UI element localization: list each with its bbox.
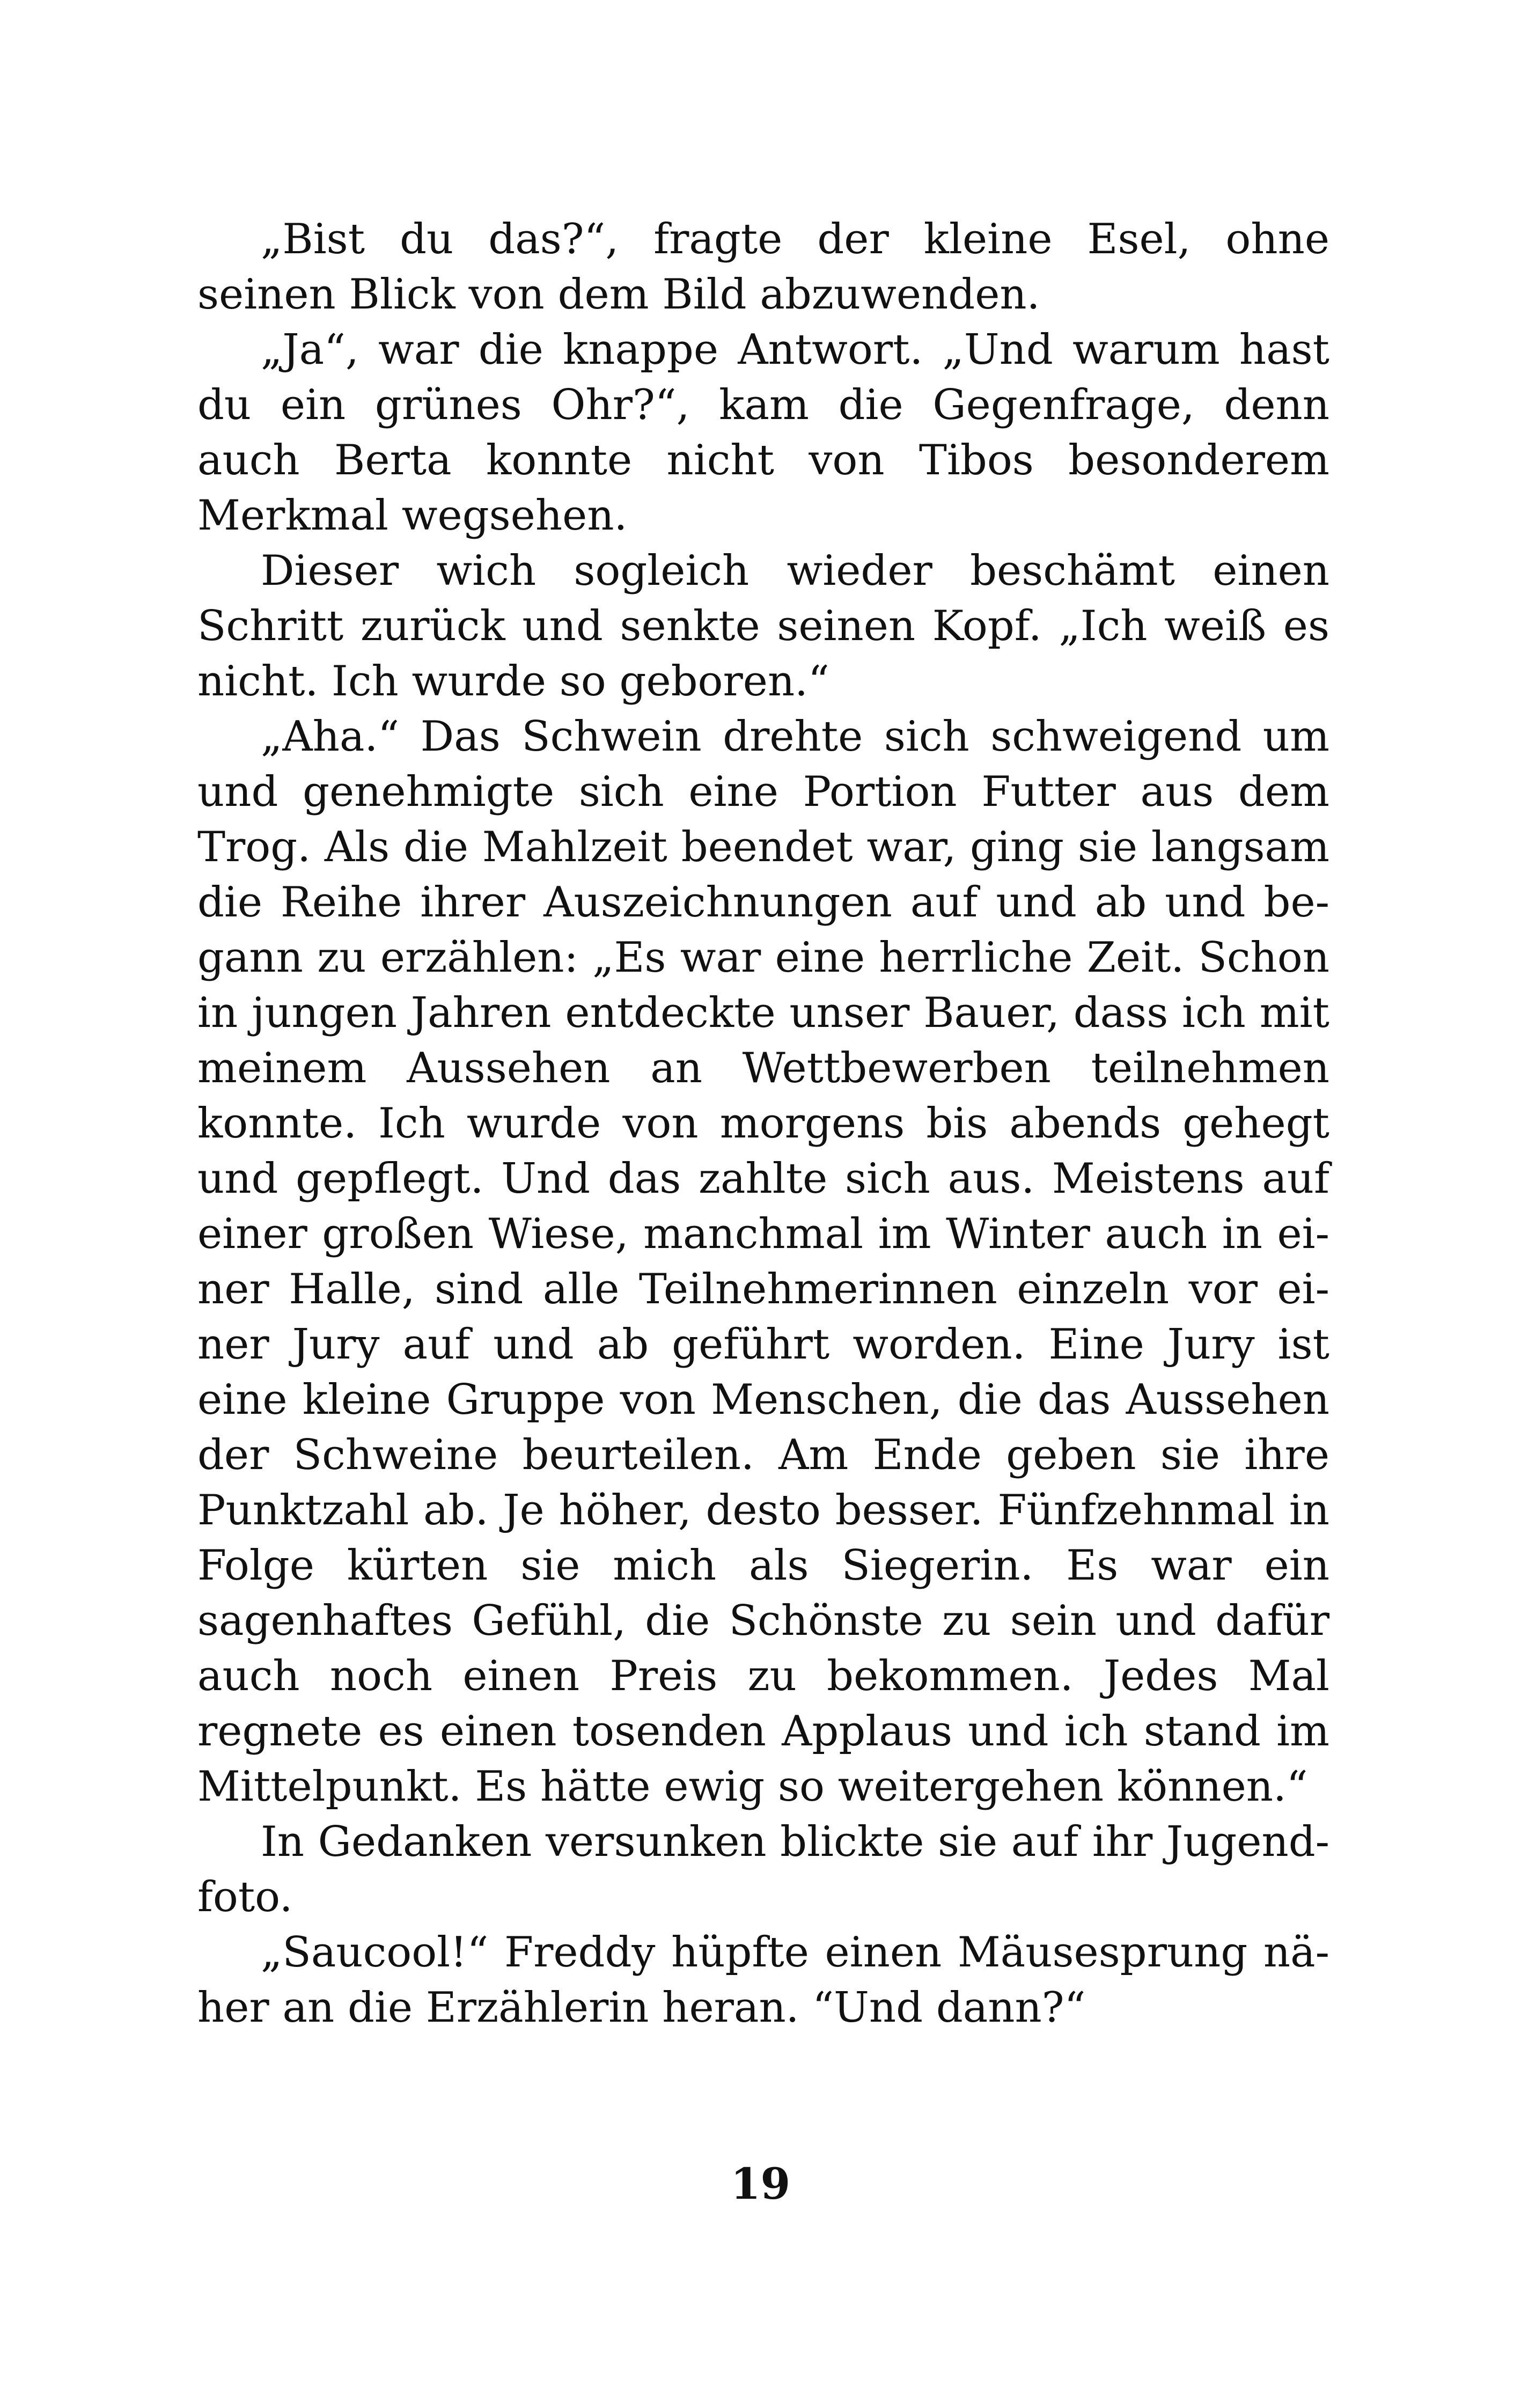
- paragraph-4: „Aha.“ Das Schwein drehte sich schweigend um und genehmigte sich eine Portion Futter aus dem Trog. Als die Mahlzeit beendet war, ging sie langsam die Reihe ihrer Auszeichnungen auf und ab und begann zu erzählen: „Es war eine herrliche Zeit. Schon in jungen Jahren entdeckte unser Bauer, dass ich mit meinem Aussehen an Wettbewerben teilnehmen konnte. Ich wurde von morgens bis abends gehegt und gepflegt. Und das zahlte sich aus. Meistens auf einer großen Wiese, manchmal im Winter auch in einer Halle, sind alle Teilnehmerinnen einzeln vor einer Jury auf und ab geführt worden. Eine Jury ist eine kleine Gruppe von Menschen, die das Aussehen der Schweine beurteilen. Am Ende geben sie ihre Punktzahl ab. Je höher, desto besser. Fünfzehnmal in Folge kürten sie mich als Siegerin. Es war ein sagenhaftes Gefühl, die Schönste zu sein und dafür auch noch einen Preis zu bekommen. Jedes Mal regnete es einen tosenden Applaus und ich stand im Mittelpunkt. Es hätte ewig so weitergehen können.“: [197, 713, 1329, 1811]
- paragraph-6: „Saucool!“ Freddy hüpfte einen Mäusesprung näher an die Erzählerin heran. “Und dann?“: [197, 1928, 1329, 2032]
- paragraph-5: In Gedanken versunken blickte sie auf ihr Jugendfoto.: [197, 1818, 1329, 1921]
- paragraph-2: „Ja“, war die knappe Antwort. „Und warum hast du ein grünes Ohr?“, kam die Gegenfrage, denn auch Berta konnte nicht von Tibos besonderem Merkmal wegsehen.: [197, 326, 1329, 540]
- paragraph-3: Dieser wich sogleich wieder beschämt einen Schritt zurück und senkte seinen Kopf. „Ich weiß es nicht. Ich wurde so geboren.“: [197, 547, 1329, 706]
- paragraph-1: „Bist du das?“, fragte der kleine Esel, ohne seinen Blick von dem Bild abzuwenden.: [197, 215, 1329, 319]
- page-number: 19: [730, 2159, 791, 2209]
- body-text: [197, 212, 1329, 2036]
